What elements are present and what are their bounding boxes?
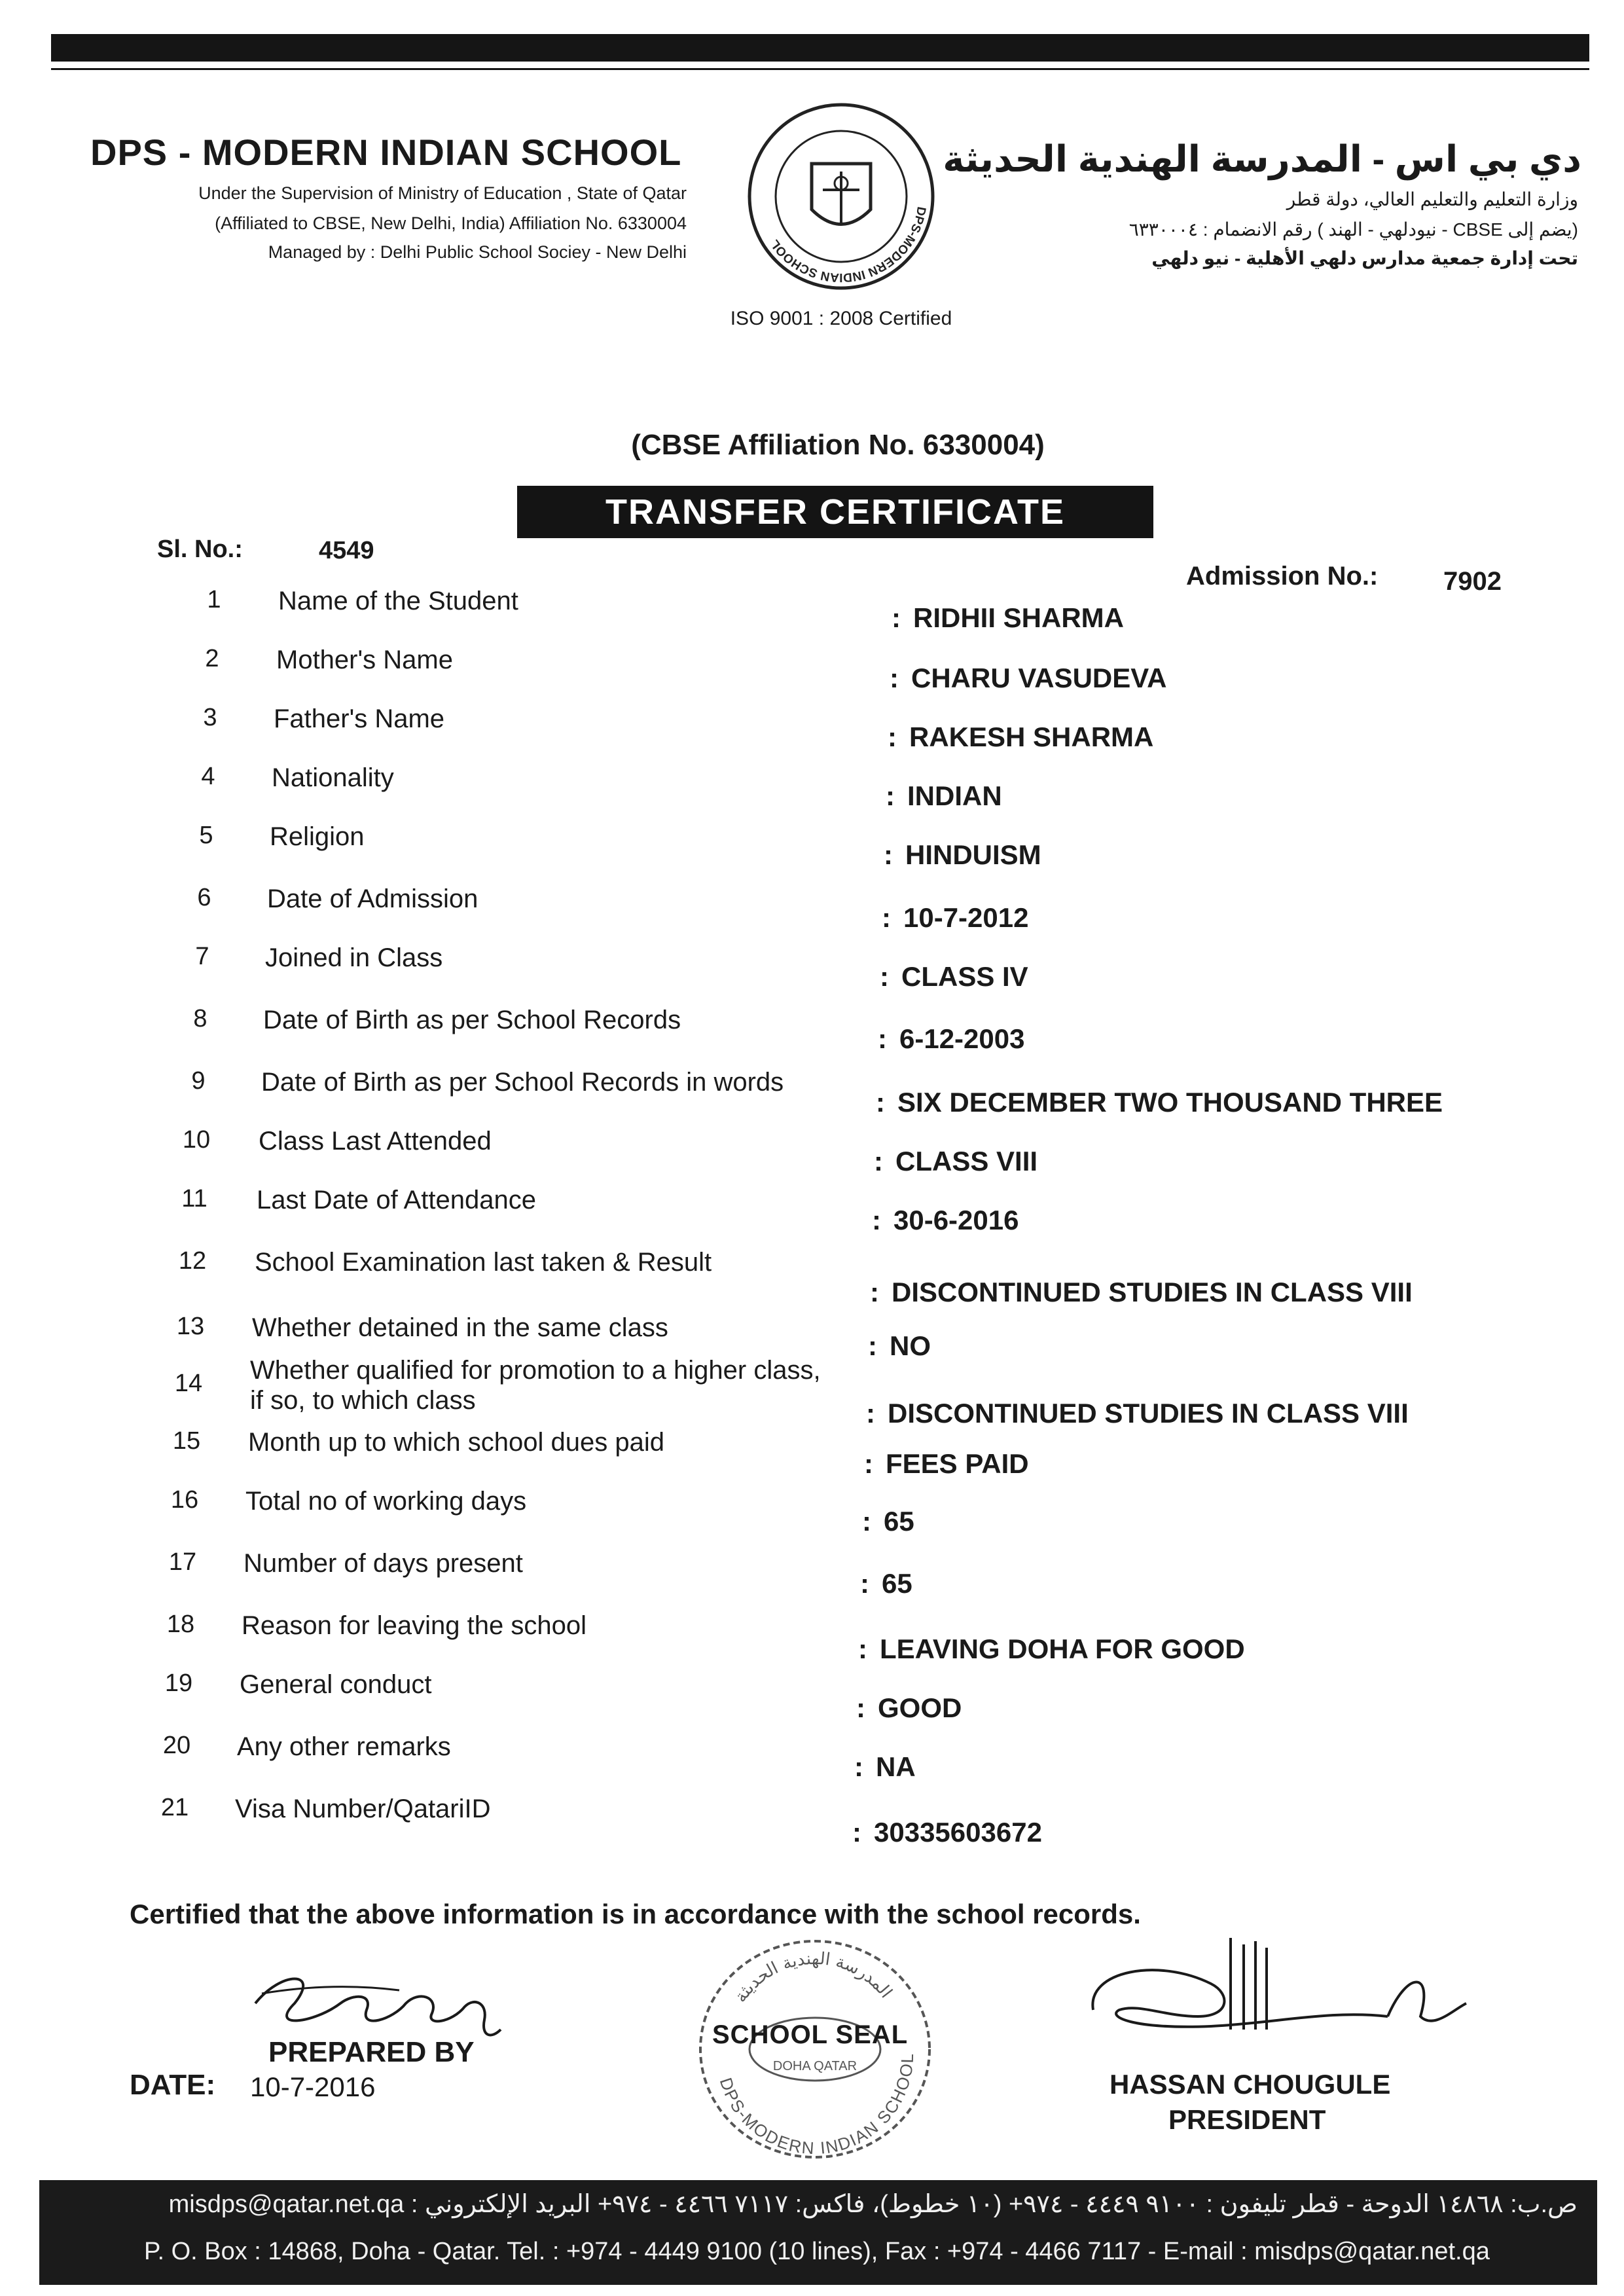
field-value: CLASS IV xyxy=(901,961,1028,992)
field-label-text: Nationality xyxy=(272,763,394,792)
header-line-managed-by: Managed by : Delhi Public School Sociey - New Delhi xyxy=(268,242,687,262)
field-number: 1 xyxy=(207,586,221,613)
field-number: 11 xyxy=(181,1185,208,1212)
field-number: 13 xyxy=(176,1313,205,1340)
seal-city-text: DOHA QATAR xyxy=(772,2059,857,2073)
field-number: 3 xyxy=(203,704,217,731)
field-label-text: Date of Birth as per School Records xyxy=(263,1006,681,1034)
field-value: LEAVING DOHA FOR GOOD xyxy=(880,1633,1245,1664)
field-label-text: Joined in Class xyxy=(265,943,443,972)
field-label-text: Mother's Name xyxy=(276,646,453,674)
field-colon: : xyxy=(858,1633,867,1664)
date-value: 10-7-2016 xyxy=(250,2071,376,2102)
footer-bar xyxy=(39,2180,1597,2285)
field-label xyxy=(276,645,453,675)
field-label-text: Class Last Attended xyxy=(259,1127,492,1156)
field-value: RIDHII SHARMA xyxy=(913,602,1124,633)
field-value: 65 xyxy=(884,1506,914,1537)
field-label-text: Date of Admission xyxy=(267,884,478,913)
field-label xyxy=(257,1185,536,1215)
field-label xyxy=(255,1247,712,1277)
field-label-text: Whether qualified for promotion to a higher class, xyxy=(250,1356,821,1385)
field-label-text: Date of Birth as per School Records in words xyxy=(261,1068,784,1097)
field-number: 21 xyxy=(160,1794,189,1821)
field-label xyxy=(261,1067,784,1097)
field-value: SIX DECEMBER TWO THOUSAND THREE xyxy=(897,1087,1443,1118)
field-number: 6 xyxy=(197,884,211,911)
crest-ring-text: DPS-MODERN INDIAN SCHOOL xyxy=(768,205,929,285)
field-colon: : xyxy=(892,602,901,633)
field-number: 15 xyxy=(172,1427,201,1455)
field-colon: : xyxy=(880,961,889,992)
field-colon: : xyxy=(890,663,899,693)
field-number: 4 xyxy=(201,763,215,790)
president-name: HASSAN CHOUGULE xyxy=(1110,2069,1391,2100)
field-colon: : xyxy=(870,1277,879,1307)
field-value: DISCONTINUED STUDIES IN CLASS VIII xyxy=(892,1277,1413,1307)
field-label xyxy=(272,763,394,793)
field-colon: : xyxy=(868,1330,877,1361)
field-label-text: Religion xyxy=(270,822,365,851)
field-number: 20 xyxy=(162,1732,191,1759)
school-name-english: DPS - MODERN INDIAN SCHOOL xyxy=(90,132,682,173)
field-colon: : xyxy=(872,1205,881,1235)
field-label-text: Total no of working days xyxy=(245,1487,527,1516)
field-number: 2 xyxy=(205,645,219,672)
field-value: RAKESH SHARMA xyxy=(909,721,1154,752)
seal-arabic-text: المدرسة الهندية الحديثة xyxy=(731,1948,896,2007)
serial-number-value: 4549 xyxy=(319,537,374,564)
field-colon: : xyxy=(876,1087,885,1118)
arabic-line-ministry: وزارة التعليم والتعليم العالي، دولة قطر xyxy=(1286,189,1578,210)
field-label xyxy=(265,943,442,973)
field-value: CHARU VASUDEVA xyxy=(911,663,1167,693)
field-number: 12 xyxy=(178,1247,207,1275)
field-label xyxy=(274,704,444,734)
field-label xyxy=(242,1611,586,1641)
field-value: FEES PAID xyxy=(886,1448,1029,1479)
admission-number-value: 7902 xyxy=(1443,567,1502,596)
field-number: 18 xyxy=(166,1611,195,1638)
field-value: 30-6-2016 xyxy=(893,1205,1019,1235)
field-colon: : xyxy=(856,1692,865,1723)
field-value: GOOD xyxy=(878,1692,962,1723)
field-colon: : xyxy=(860,1568,869,1599)
field-label xyxy=(240,1669,432,1700)
field-value: 30335603672 xyxy=(874,1817,1042,1848)
field-colon: : xyxy=(864,1448,873,1479)
field-label xyxy=(250,1355,821,1415)
president-title: PRESIDENT xyxy=(1168,2104,1326,2135)
field-label xyxy=(235,1794,491,1824)
school-seal-label: SCHOOL SEAL xyxy=(712,2020,909,2049)
field-label-text: Visa Number/QatariID xyxy=(235,1795,491,1823)
field-label xyxy=(248,1427,664,1457)
field-colon: : xyxy=(852,1817,861,1848)
seal-ring-text: DPS-MODERN INDIAN SCHOOL xyxy=(715,2052,918,2159)
field-label-text: School Examination last taken & Result xyxy=(255,1248,712,1277)
certification-statement: Certified that the above information is in accordance with the school records. xyxy=(130,1899,1141,1929)
field-value: CLASS VIII xyxy=(895,1146,1038,1176)
field-label xyxy=(237,1732,451,1762)
cbse-affiliation-heading: (CBSE Affiliation No. 6330004) xyxy=(631,429,1045,461)
field-label xyxy=(267,884,478,914)
arabic-line-affiliation: (يضم إلى CBSE - نيودلهي - الهند ) رقم الانضمام : ٦٣٣٠٠٠٤ xyxy=(1128,219,1578,240)
field-number: 16 xyxy=(170,1486,199,1514)
field-colon: : xyxy=(886,780,895,811)
field-number: 8 xyxy=(193,1005,208,1032)
field-label-text: Name of the Student xyxy=(278,587,518,615)
serial-number-label: Sl. No.: xyxy=(157,536,243,563)
field-colon: : xyxy=(854,1751,863,1782)
field-label xyxy=(244,1548,523,1578)
document-title-banner: TRANSFER CERTIFICATE xyxy=(517,486,1153,538)
field-label xyxy=(270,822,365,852)
footer-english-contact: P. O. Box : 14868, Doha - Qatar. Tel. : +974 - 4449 9100 (10 lines), Fax : +974 - 4466 7117 - E-mail : misdps@qatar.net.qa xyxy=(144,2238,1490,2265)
field-value: DISCONTINUED STUDIES IN CLASS VIII xyxy=(888,1398,1409,1429)
field-label-text: General conduct xyxy=(240,1670,432,1699)
field-label xyxy=(259,1126,492,1156)
field-number: 10 xyxy=(182,1126,211,1154)
field-label-text: Whether detained in the same class xyxy=(252,1313,668,1342)
field-label xyxy=(278,586,518,616)
field-colon: : xyxy=(888,721,897,752)
field-number: 9 xyxy=(191,1067,206,1095)
header-line-affiliation: (Affiliated to CBSE, New Delhi, India) Affiliation No. 6330004 xyxy=(215,213,687,233)
field-colon: : xyxy=(866,1398,875,1429)
field-label-text: Number of days present xyxy=(244,1549,523,1578)
field-number: 5 xyxy=(199,822,213,849)
field-value: NO xyxy=(890,1330,931,1361)
arabic-line-management: تحت إدارة جمعية مدارس دلهي الأهلية - نيو دلهي xyxy=(1151,248,1578,268)
field-colon: : xyxy=(862,1506,871,1537)
date-label: DATE: xyxy=(130,2069,216,2101)
header-line-supervision: Under the Supervision of Ministry of Education , State of Qatar xyxy=(198,183,687,203)
school-name-arabic: دي بي اس - المدرسة الهندية الحديثة xyxy=(943,138,1581,179)
field-label-text: Father's Name xyxy=(274,704,445,733)
field-label-text: Month up to which school dues paid xyxy=(248,1428,664,1457)
field-label-text: Any other remarks xyxy=(237,1732,451,1761)
field-colon: : xyxy=(884,839,893,870)
field-label-continuation: if so, to which class xyxy=(250,1386,476,1415)
field-label-text: Reason for leaving the school xyxy=(242,1611,586,1640)
field-label-text: Last Date of Attendance xyxy=(257,1186,536,1214)
field-label xyxy=(252,1313,668,1343)
field-value: NA xyxy=(876,1751,916,1782)
field-number: 7 xyxy=(195,943,209,970)
field-value: 65 xyxy=(882,1568,912,1599)
field-value: 10-7-2012 xyxy=(903,902,1029,933)
field-label xyxy=(263,1005,681,1035)
president-signature xyxy=(1080,1931,1473,2075)
footer-arabic-contact: ص.ب: ١٤٨٦٨ الدوحة - قطر تليفون : ٩١٠٠ ٤٤٤٩ - ٩٧٤+ (١٠ خطوط)، فاكس: ٧١١٧ ٤٤٦٦ - ٩٧٤+ البريد الإلكتروني : misdps@qatar.net.qa xyxy=(168,2191,1578,2218)
field-number: 19 xyxy=(164,1669,193,1697)
admission-number-label: Admission No.: xyxy=(1186,562,1379,591)
field-number: 17 xyxy=(168,1548,197,1576)
field-number: 14 xyxy=(174,1370,203,1397)
iso-certification: ISO 9001 : 2008 Certified xyxy=(730,308,952,329)
prepared-by-label: PREPARED BY xyxy=(268,2036,475,2068)
field-value: HINDUISM xyxy=(905,839,1041,870)
field-value: 6-12-2003 xyxy=(899,1023,1025,1054)
field-label xyxy=(245,1486,526,1516)
field-colon: : xyxy=(878,1023,887,1054)
field-colon: : xyxy=(874,1146,883,1176)
field-colon: : xyxy=(882,902,891,933)
field-value: INDIAN xyxy=(907,780,1002,811)
